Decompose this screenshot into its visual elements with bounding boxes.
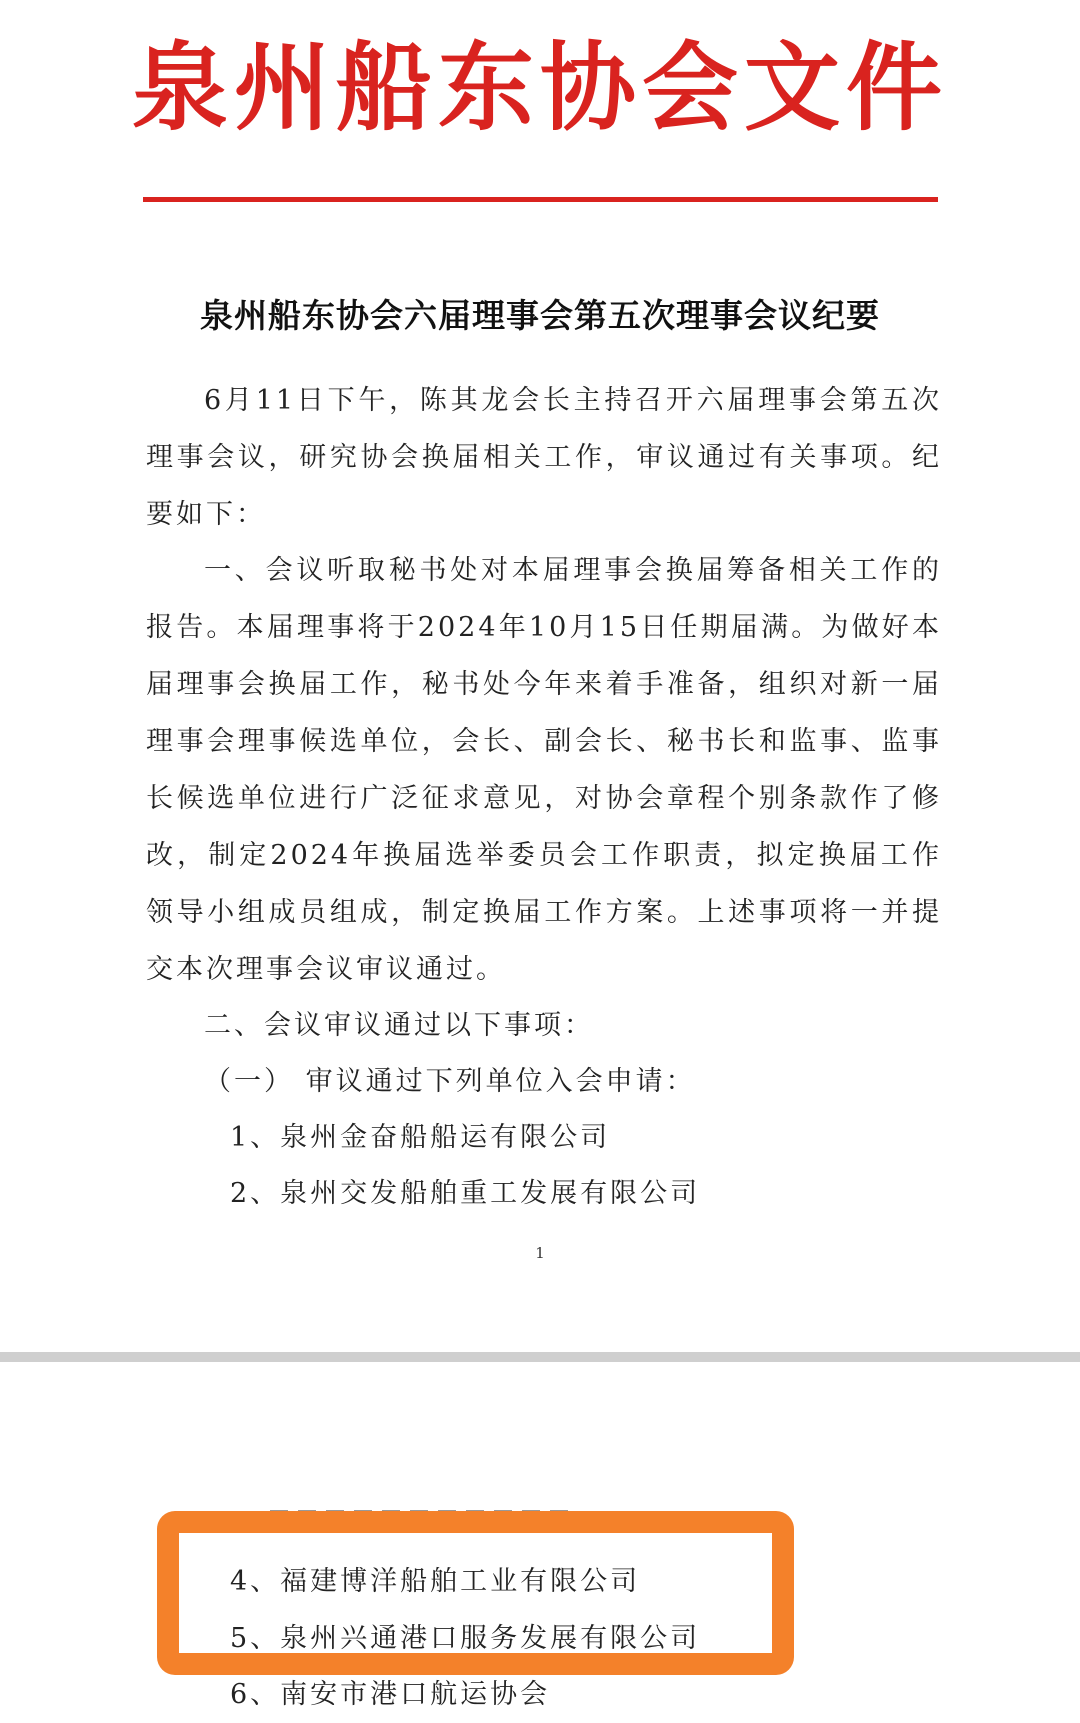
document-title: 泉州船东协会六届理事会第五次理事会议纪要: [200, 296, 880, 335]
header-red-rule: [143, 197, 938, 202]
page-number: 1: [535, 1244, 545, 1262]
company-list-item: 4、福建博洋船舶工业有限公司: [230, 1566, 641, 1597]
company-list-item: 2、泉州交发船舶重工发展有限公司: [230, 1178, 701, 1209]
company-list-item: 1、泉州金奋船船运有限公司: [230, 1122, 611, 1153]
section-2-sub-1: （一） 审议通过下列单位入会申请：: [204, 1066, 696, 1097]
paragraph-item-1: 一、会议听取秘书处对本届理事会换届筹备相关工作的报告。本届理事将于2024年10月15日任期届满。为做好本届理事会换届工作，秘书处今年来着手准备，组织对新一届理事会理事候选单位，会长、副会长、秘书长和监事、监事长候选单位进行广泛征求意见，对协会章程个别条款作了修改，制定2024年换届选举委员会工作职责，拟定换届工作领导小组成员组成，制定换届工作方案。上述事项将一并提交本次理事会议审议通过。: [146, 555, 942, 985]
company-list-item: 6、南安市港口航运协会: [230, 1679, 551, 1710]
paragraph-intro: 6月11日下午，陈其龙会长主持召开六届理事会第五次理事会议，研究协会换届相关工作，审议通过有关事项。纪要如下：: [146, 385, 942, 530]
org-header-title: 泉州船东协会文件: [132, 31, 948, 144]
page-separator: [0, 1352, 1080, 1362]
section-2-heading: 二、会议审议通过以下事项：: [204, 1010, 594, 1041]
orange-highlight-box: [157, 1511, 794, 1675]
